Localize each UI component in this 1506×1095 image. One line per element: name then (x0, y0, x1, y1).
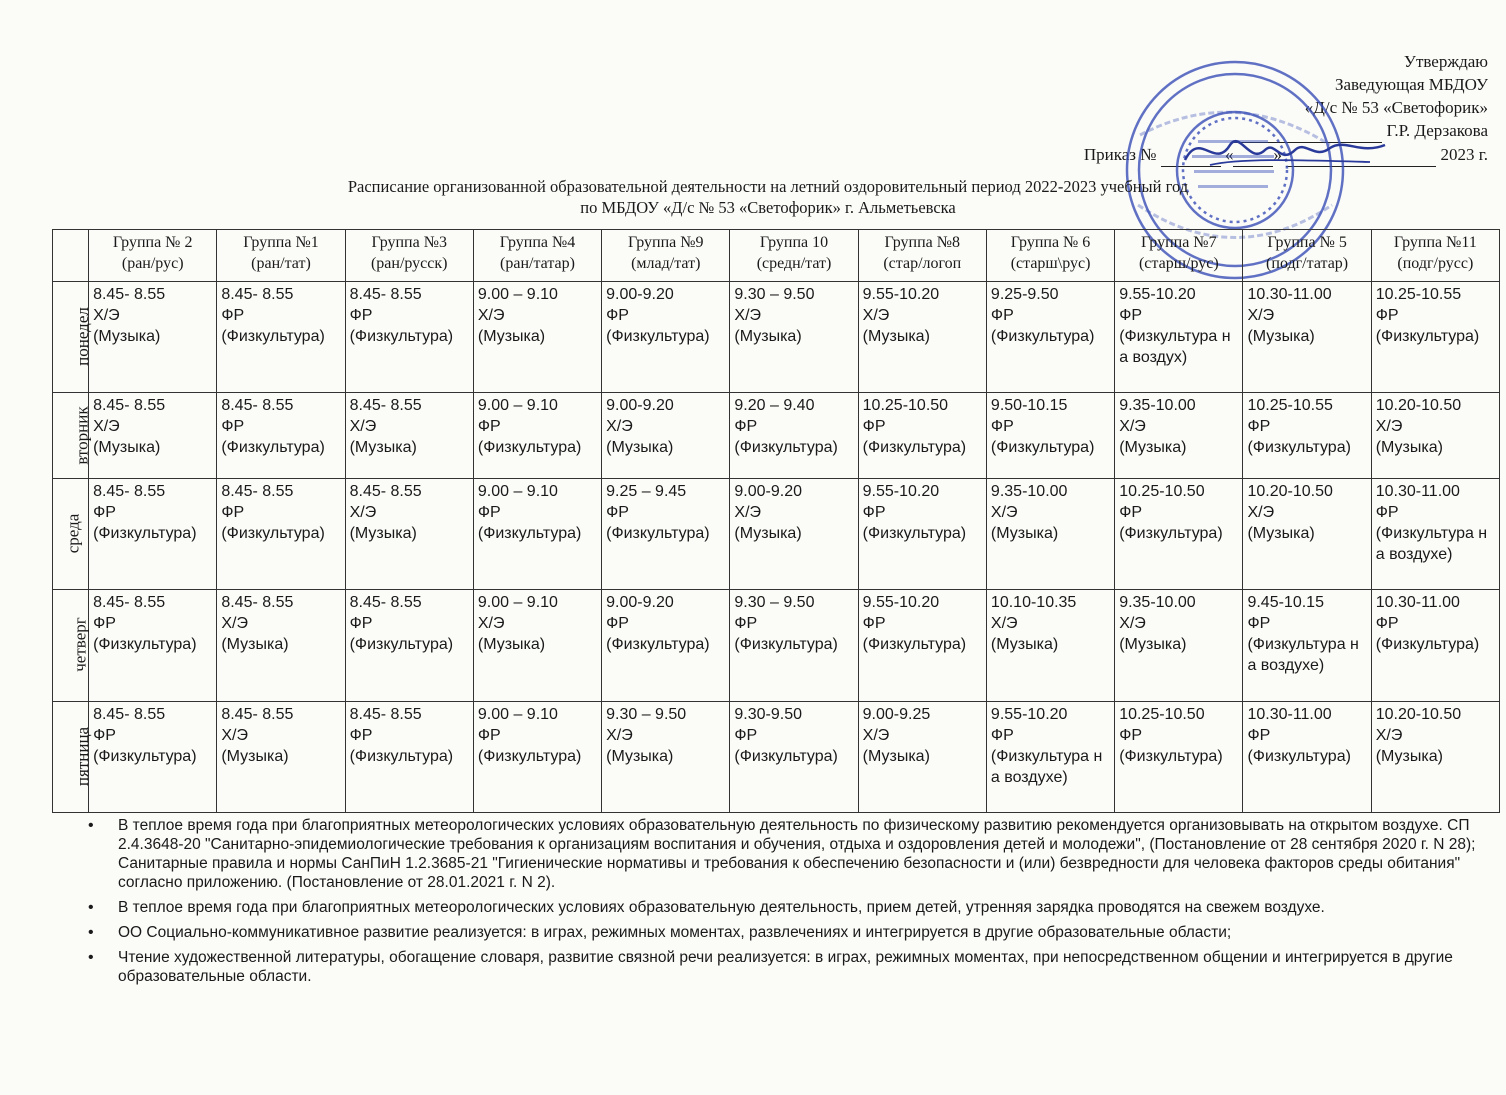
time-slot: 8.45- 8.55 (349, 594, 422, 612)
activity-name: (Физкультура) (1119, 524, 1223, 542)
group-name: Группа №8 (884, 234, 961, 251)
activity-code: Х/Э (221, 726, 248, 744)
group-type: (подг/татар) (1266, 255, 1349, 272)
group-name: Группа № 2 (112, 234, 193, 251)
time-slot: 8.45- 8.55 (221, 397, 294, 415)
activity-code: ФР (1119, 726, 1143, 744)
time-slot: 8.45- 8.55 (221, 286, 294, 303)
activity-name: (Физкультура) (734, 747, 838, 765)
group-header (473, 230, 601, 282)
schedule-cell (986, 282, 1114, 393)
activity-code: Х/Э (606, 726, 633, 744)
activity-code: ФР (990, 307, 1014, 324)
time-slot: 9.35-10.00 (1119, 397, 1196, 415)
approval-line-5: Приказ № « » 2023 г. (1084, 143, 1488, 167)
activity-name: (Музыка) (734, 328, 802, 345)
note-item: • ОО Социально-коммуникативное развитие реализуется: в играх, режимных моментах, развлечениях и интегрируется в другие образовательные области; (88, 923, 1478, 942)
activity-name: (Физкультура) (1375, 636, 1480, 654)
activity-name: (Физкультура на воздухе) (990, 747, 1103, 786)
activity-code: ФР (221, 307, 245, 324)
day-row (53, 393, 1500, 478)
time-slot: 9.55-10.20 (862, 482, 940, 500)
time-slot: 10.25-10.50 (862, 397, 949, 415)
activity-code: ФР (93, 615, 116, 633)
activity-name: (Музыка) (734, 524, 802, 542)
time-slot: 9.50-10.15 (990, 397, 1068, 415)
activity-code: Х/Э (477, 307, 505, 324)
activity-code: Х/Э (990, 615, 1018, 633)
activity-code: Х/Э (93, 307, 120, 324)
activity-code: ФР (734, 615, 758, 633)
activity-name: (Музыка) (349, 524, 417, 542)
day-label-cell (53, 393, 92, 478)
schedule-cell (986, 590, 1114, 701)
group-name: Группа №1 (243, 234, 319, 251)
activity-code: ФР (93, 503, 116, 521)
activity-name: (Физкультура) (1119, 747, 1223, 765)
activity-code: ФР (1247, 615, 1271, 633)
day-label: среда (63, 513, 83, 554)
schedule-cell (1115, 393, 1243, 478)
day-label-cell (53, 478, 89, 589)
schedule-cell (345, 282, 473, 393)
schedule-cell (217, 393, 345, 478)
time-slot: 9.25 – 9.45 (606, 482, 687, 500)
activity-code: Х/Э (477, 615, 505, 633)
group-type: (ран/тат) (251, 255, 311, 272)
group-type: (ран/русск) (370, 255, 448, 272)
schedule-cell (89, 393, 217, 478)
time-slot: 10.20-10.50 (1247, 482, 1333, 500)
activity-code: ФР (349, 726, 373, 744)
group-name: Группа №9 (627, 234, 704, 251)
activity-name: (Музыка) (1375, 747, 1443, 765)
time-slot: 10.25-10.55 (1375, 286, 1462, 303)
activity-name: (Физкультура) (93, 747, 197, 765)
time-slot: 9.30 – 9.50 (734, 594, 815, 612)
time-slot: 8.45- 8.55 (349, 286, 422, 303)
group-header (1371, 230, 1499, 282)
schedule-cell (858, 701, 986, 812)
day-row (53, 478, 1500, 589)
group-name: Группа № 5 (1267, 234, 1347, 251)
day-row (53, 590, 1500, 701)
schedule-cell (986, 393, 1114, 478)
activity-code: ФР (1375, 307, 1399, 324)
activity-code: ФР (1247, 418, 1271, 436)
schedule-body (53, 282, 1500, 813)
schedule-cell (217, 701, 345, 812)
order-prefix: Приказ № (1083, 145, 1157, 164)
group-type: (ран/татар) (500, 255, 575, 272)
time-slot: 9.00-9.20 (606, 397, 674, 415)
schedule-cell (602, 590, 730, 701)
activity-name: (Физкультура) (221, 439, 325, 457)
time-slot: 9.00 – 9.10 (477, 286, 558, 303)
activity-name: (Музыка) (606, 747, 674, 765)
time-slot: 9.00 – 9.10 (477, 705, 558, 723)
time-slot: 9.00-9.20 (734, 482, 802, 500)
activity-name: (Физкультура) (349, 636, 454, 654)
activity-name: (Музыка) (477, 328, 546, 345)
time-slot: 10.25-10.55 (1247, 397, 1333, 415)
activity-code: ФР (606, 615, 629, 633)
time-slot: 8.45- 8.55 (93, 482, 166, 500)
signature-icon (1180, 120, 1390, 180)
time-slot: 8.45- 8.55 (349, 397, 422, 415)
time-slot: 9.00 – 9.10 (477, 397, 558, 415)
schedule-cell (1371, 478, 1499, 589)
schedule-cell (345, 701, 473, 812)
activity-code: Х/Э (734, 307, 762, 324)
schedule-cell (602, 282, 730, 393)
activity-code: Х/Э (606, 418, 633, 436)
schedule-cell (345, 590, 473, 701)
group-header (858, 230, 986, 282)
activity-name: (Музыка) (93, 439, 161, 457)
activity-code: ФР (477, 726, 501, 744)
time-slot: 9.55-10.20 (1119, 286, 1196, 303)
day-row (53, 701, 1500, 812)
header-row (53, 230, 1500, 282)
document-title (0, 176, 1506, 218)
day-label: четверг (70, 617, 90, 673)
activity-code: ФР (221, 503, 245, 521)
activity-name: (Физкультура на воздухе) (1247, 636, 1359, 675)
group-name: Группа 10 (759, 234, 829, 251)
activity-code: ФР (349, 307, 373, 324)
schedule-cell (1115, 590, 1243, 701)
schedule-cell (217, 282, 345, 393)
corner-cell (53, 230, 89, 282)
group-header (602, 230, 730, 282)
day-label-cell (53, 701, 93, 812)
group-name: Группа №4 (499, 234, 576, 251)
activity-code: ФР (1375, 615, 1399, 633)
note-item: • В теплое время года при благоприятных метеорологических условиях образовательную деятельность по физическому развитию рекомендуется организовывать на открытом воздухе. СП 2.4.3648-20 "Санитарно-эпидемиологические требования к организациям воспитания и обучения, отдыха и оздоровления детей и молодежи", (Постановление от 28 сентября 2020 г. N 28); Санитарные правила и нормы СанПиН 1.2.3685-21 "Гигиенические нормативы и требования к обеспечению безопасности и (или) безвредности для человека факторов среды обитания" согласно приложению. (Постановление от 28.01.2021 г. N 2). (88, 816, 1478, 892)
activity-name: (Физкультура) (93, 524, 197, 542)
activity-name: (Физкультура) (477, 524, 582, 542)
activity-code: ФР (606, 503, 629, 521)
schedule-cell (858, 478, 986, 589)
activity-name: (Физкультура) (862, 439, 967, 457)
time-slot: 9.35-10.00 (990, 482, 1068, 500)
day-label: понедел (72, 307, 92, 367)
schedule-cell (1243, 478, 1371, 589)
activity-name: (Музыка) (477, 636, 546, 654)
activity-code: ФР (477, 503, 501, 521)
time-slot: 10.30-11.00 (1247, 705, 1332, 723)
activity-name: (Музыка) (1247, 328, 1315, 345)
time-slot: 9.30 – 9.50 (606, 705, 687, 723)
schedule-cell (1371, 393, 1499, 478)
order-year: 2023 г. (1440, 145, 1488, 164)
activity-code: Х/Э (1119, 615, 1146, 633)
time-slot: 9.25-9.50 (990, 286, 1059, 303)
schedule-cell (217, 590, 345, 701)
activity-code: ФР (349, 615, 373, 633)
schedule-cell (602, 701, 730, 812)
approval-line-2: Заведующая МБДОУ (1334, 75, 1488, 94)
activity-name: (Музыка) (93, 328, 161, 345)
time-slot: 9.00-9.20 (606, 594, 674, 612)
group-type: (млад/тат) (631, 255, 701, 272)
approval-line-3: «Д/с № 53 «Светофорик» (1304, 98, 1488, 117)
activity-code: ФР (1119, 503, 1143, 521)
activity-code: ФР (862, 615, 886, 633)
schedule-cell (858, 282, 986, 393)
schedule-cell (473, 590, 601, 701)
time-slot: 9.55-10.20 (862, 286, 940, 303)
activity-name: (Физкультура) (477, 439, 582, 457)
schedule-cell (473, 701, 601, 812)
activity-code: Х/Э (1247, 503, 1275, 521)
activity-name: (Музыка) (606, 439, 674, 457)
activity-code: Х/Э (1375, 418, 1403, 436)
activity-code: ФР (990, 418, 1014, 436)
day-label: вторник (72, 405, 92, 465)
activity-name: (Физкультура на воздух) (1119, 328, 1231, 366)
schedule-cell (89, 282, 217, 393)
time-slot: 10.30-11.00 (1375, 594, 1460, 612)
activity-code: Х/Э (221, 615, 248, 633)
time-slot: 8.45- 8.55 (93, 397, 166, 415)
group-type: (стар/логоп (883, 255, 962, 272)
activity-name: (Физкультура) (1375, 328, 1480, 345)
time-slot: 9.55-10.20 (990, 705, 1068, 723)
day-label-cell (53, 590, 89, 701)
group-name: Группа № 6 (1010, 234, 1091, 251)
activity-name: (Музыка) (990, 524, 1059, 542)
group-type: (старш\рус) (1010, 255, 1091, 272)
schedule-cell (473, 478, 601, 589)
schedule-cell (1243, 590, 1371, 701)
activity-name: (Физкультура) (221, 524, 325, 542)
activity-name: (Музыка) (862, 328, 930, 345)
schedule-cell (730, 478, 858, 589)
time-slot: 8.45- 8.55 (93, 594, 166, 612)
time-slot: 9.00 – 9.10 (477, 594, 558, 612)
activity-name: (Музыка) (221, 747, 289, 765)
schedule-cell (1371, 282, 1499, 393)
schedule-cell (1243, 282, 1371, 393)
approval-line-1: Утверждаю (1403, 52, 1488, 71)
schedule-cell (602, 478, 730, 589)
schedule-cell (1243, 393, 1371, 478)
time-slot: 10.10-10.35 (990, 594, 1077, 612)
schedule-cell (1243, 701, 1371, 812)
activity-code: ФР (221, 418, 245, 436)
activity-name: (Музыка) (1119, 439, 1187, 457)
activity-code: ФР (1247, 726, 1271, 744)
activity-code: ФР (1375, 503, 1399, 521)
time-slot: 8.45- 8.55 (93, 705, 166, 723)
activity-name: (Физкультура) (349, 328, 454, 345)
activity-name: (Физкультура на воздухе) (1375, 524, 1488, 563)
schedule-cell (730, 701, 858, 812)
schedule-table (52, 229, 1500, 813)
activity-name: (Физкультура) (1247, 439, 1351, 457)
group-header (345, 230, 473, 282)
activity-name: (Физкультура) (990, 439, 1095, 457)
group-type: (ран/рус) (121, 255, 184, 272)
activity-code: Х/Э (1247, 307, 1275, 324)
schedule-cell (89, 478, 217, 589)
time-slot: 9.20 – 9.40 (734, 397, 815, 415)
schedule-cell (858, 393, 986, 478)
activity-name: (Физкультура) (606, 636, 710, 654)
time-slot: 10.30-11.00 (1247, 286, 1332, 303)
notes-list (88, 816, 1478, 992)
activity-code: ФР (862, 503, 886, 521)
schedule-cell (1115, 478, 1243, 589)
time-slot: 10.20-10.50 (1375, 397, 1462, 415)
activity-name: (Физкультура) (990, 328, 1095, 345)
activity-code: ФР (606, 307, 629, 324)
activity-code: Х/Э (1375, 726, 1403, 744)
group-type: (старш/рус) (1138, 255, 1219, 272)
activity-name: (Физкультура) (606, 524, 710, 542)
activity-name: (Музыка) (1375, 439, 1443, 457)
activity-code: ФР (477, 418, 501, 436)
group-header (1243, 230, 1371, 282)
schedule-cell (1115, 282, 1243, 393)
activity-code: Х/Э (349, 503, 377, 521)
time-slot: 10.25-10.50 (1119, 705, 1205, 723)
group-name: Группа №11 (1393, 234, 1477, 251)
schedule-cell (986, 478, 1114, 589)
activity-name: (Физкультура) (221, 328, 325, 345)
time-slot: 9.30-9.50 (734, 705, 802, 723)
schedule-cell (986, 701, 1114, 812)
day-label-cell (53, 282, 92, 393)
time-slot: 10.20-10.50 (1375, 705, 1462, 723)
activity-code: Х/Э (349, 418, 377, 436)
activity-name: (Физкультура) (477, 747, 582, 765)
activity-name: (Музыка) (221, 636, 289, 654)
group-header (730, 230, 858, 282)
activity-name: (Физкультура) (734, 439, 838, 457)
group-header (986, 230, 1114, 282)
schedule-cell (89, 701, 217, 812)
time-slot: 8.45- 8.55 (349, 482, 422, 500)
time-slot: 9.00-9.20 (606, 286, 674, 303)
activity-code: Х/Э (862, 307, 890, 324)
schedule-cell (1371, 590, 1499, 701)
group-type: (подг/русс) (1397, 255, 1474, 272)
activity-code: Х/Э (990, 503, 1018, 521)
note-item: • Чтение художественной литературы, обогащение словаря, развитие связной речи реализуется: в играх, режимных моментах, при непосредственном общении и интегрируется в другие образовательные области. (88, 948, 1478, 986)
activity-name: (Физкультура) (606, 328, 710, 345)
time-slot: 8.45- 8.55 (349, 705, 422, 723)
activity-code: ФР (734, 418, 758, 436)
schedule-cell (345, 393, 473, 478)
activity-name: (Музыка) (990, 636, 1059, 654)
time-slot: 9.00-9.25 (862, 705, 931, 723)
schedule-cell (1115, 701, 1243, 812)
activity-name: (Музыка) (1247, 524, 1315, 542)
title-line-2: по МБДОУ «Д/с № 53 «Светофорик» г. Альметьевска (580, 198, 956, 217)
day-label: пятница (73, 726, 93, 786)
activity-name: (Музыка) (349, 439, 417, 457)
schedule-cell (858, 590, 986, 701)
activity-name: (Физкультура) (1247, 747, 1351, 765)
schedule-cell (89, 590, 217, 701)
time-slot: 8.45- 8.55 (221, 594, 294, 612)
time-slot: 8.45- 8.55 (221, 705, 294, 723)
activity-code: Х/Э (1119, 418, 1146, 436)
schedule-cell (1371, 701, 1499, 812)
activity-name: (Музыка) (1119, 636, 1187, 654)
schedule-cell (730, 590, 858, 701)
activity-name: (Физкультура) (862, 636, 967, 654)
group-name: Группа №3 (371, 234, 447, 251)
time-slot: 8.45- 8.55 (93, 286, 166, 303)
schedule-cell (345, 478, 473, 589)
activity-code: Х/Э (862, 726, 890, 744)
time-slot: 9.30 – 9.50 (734, 286, 815, 303)
schedule-cell (730, 282, 858, 393)
time-slot: 9.35-10.00 (1119, 594, 1196, 612)
activity-code: ФР (734, 726, 758, 744)
activity-code: Х/Э (93, 418, 120, 436)
time-slot: 9.45-10.15 (1247, 594, 1324, 612)
activity-code: ФР (990, 726, 1014, 744)
activity-code: Х/Э (734, 503, 762, 521)
activity-name: (Физкультура) (349, 747, 454, 765)
time-slot: 10.30-11.00 (1375, 482, 1460, 500)
time-slot: 8.45- 8.55 (221, 482, 294, 500)
activity-code: ФР (1119, 307, 1143, 324)
group-header (1115, 230, 1243, 282)
group-header (89, 230, 217, 282)
activity-code: ФР (93, 726, 116, 744)
activity-name: (Физкультура) (93, 636, 197, 654)
schedule-cell (473, 282, 601, 393)
schedule-cell (730, 393, 858, 478)
schedule-cell (217, 478, 345, 589)
activity-name: (Физкультура) (734, 636, 838, 654)
time-slot: 9.00 – 9.10 (477, 482, 558, 500)
group-header (217, 230, 345, 282)
activity-code: ФР (862, 418, 886, 436)
title-line-1: Расписание организованной образовательной деятельности на летний оздоровительный период 2022-2023 учебный год (347, 177, 1189, 196)
time-slot: 10.25-10.50 (1119, 482, 1205, 500)
time-slot: 9.55-10.20 (862, 594, 940, 612)
schedule-cell (473, 393, 601, 478)
schedule-cell (602, 393, 730, 478)
group-type: (средн/тат) (756, 255, 832, 272)
note-item: • В теплое время года при благоприятных метеорологических условиях образовательную деятельность, прием детей, утренняя зарядка проводятся на свежем воздухе. (88, 898, 1478, 917)
approver-name: Г.Р. Дерзакова (1386, 121, 1488, 140)
activity-name: (Физкультура) (862, 524, 967, 542)
group-name: Группа №7 (1141, 234, 1217, 251)
day-row (53, 282, 1500, 393)
activity-name: (Музыка) (862, 747, 930, 765)
